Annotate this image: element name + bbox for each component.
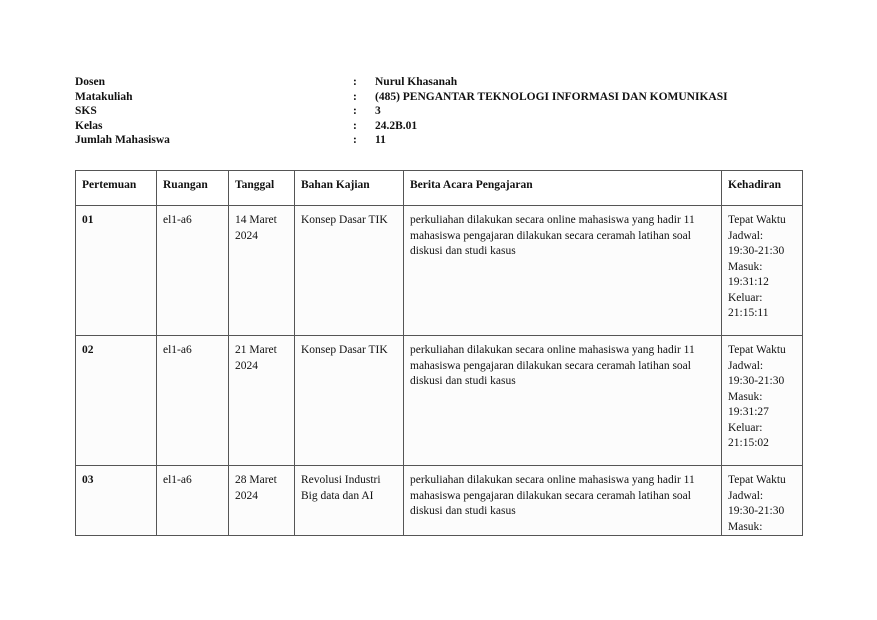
info-row-matakuliah (75, 90, 728, 105)
separator: : (353, 105, 357, 117)
dosen-value: Nurul Khasanah (375, 76, 458, 88)
bahan-kajian-line: Revolusi Industri (301, 474, 381, 486)
kehadiran-line: Masuk: (728, 260, 763, 273)
sks-value: 3 (375, 105, 381, 117)
kehadiran-line: Jadwal: (728, 489, 764, 502)
berita-acara-cell: perkuliahan dilakukan secara online mahasiswa yang hadir 11 mahasiswa pengajaran dilakukan secara ceramah latihan soal diskusi dan studi kasus (404, 466, 722, 536)
header-bahan-kajian: Bahan Kajian (295, 171, 404, 206)
kehadiran-line: Keluar: (728, 421, 763, 434)
bahan-kajian-cell (295, 466, 404, 536)
ruangan-cell: el1-a6 (157, 206, 229, 336)
tanggal-line: 28 Maret (235, 474, 277, 486)
kelas-label: Kelas (75, 119, 103, 132)
kehadiran-line: 21:15:02 (728, 437, 769, 449)
bahan-kajian-line: Big data dan AI (301, 489, 374, 502)
tanggal-line: 21 Maret (235, 344, 277, 356)
pertemuan-cell: 02 (76, 336, 157, 466)
separator: : (353, 90, 357, 103)
tanggal-cell (229, 466, 295, 536)
info-row-sks (75, 104, 728, 119)
dosen-label: Dosen (75, 76, 106, 88)
ruangan-cell: el1-a6 (157, 466, 229, 536)
kehadiran-cell (722, 336, 803, 466)
kehadiran-line: 19:31:27 (728, 406, 769, 418)
kehadiran-line: Masuk: (728, 520, 763, 533)
tanggal-year: 2024 (235, 489, 258, 502)
attendance-table (75, 170, 803, 536)
table-row (76, 206, 803, 336)
separator: : (353, 134, 357, 146)
tanggal-line: 14 Maret (235, 214, 277, 226)
header-berita-acara: Berita Acara Pengajaran (404, 171, 722, 206)
kehadiran-line: 19:31:12 (728, 276, 769, 288)
course-info (75, 75, 728, 148)
kehadiran-line: 21:15:11 (728, 307, 769, 319)
table-row (76, 466, 803, 536)
kehadiran-line: Tepat Waktu (728, 474, 786, 486)
info-row-kelas (75, 119, 728, 134)
pertemuan-cell: 03 (76, 466, 157, 536)
tanggal-year: 2024 (235, 359, 258, 372)
bahan-kajian-cell (295, 336, 404, 466)
kehadiran-cell (722, 206, 803, 336)
header-kehadiran: Kehadiran (722, 171, 803, 206)
header-tanggal: Tanggal (229, 171, 295, 206)
ruangan-cell: el1-a6 (157, 336, 229, 466)
berita-acara-cell: perkuliahan dilakukan secara online mahasiswa yang hadir 11 mahasiswa pengajaran dilakukan secara ceramah latihan soal diskusi dan studi kasus (404, 336, 722, 466)
jumlah-mahasiswa-label: Jumlah Mahasiswa (75, 134, 170, 146)
bahan-kajian-cell (295, 206, 404, 336)
kehadiran-line: 19:30-21:30 (728, 245, 785, 257)
separator: : (353, 76, 357, 88)
info-row-jumlah (75, 133, 728, 148)
tanggal-cell (229, 336, 295, 466)
tanggal-year: 2024 (235, 229, 258, 242)
tanggal-cell (229, 206, 295, 336)
header-row (76, 171, 803, 206)
kelas-value: 24.2B.01 (375, 119, 418, 132)
bahan-kajian-line: Konsep Dasar TIK (301, 214, 388, 226)
bahan-kajian-line: Konsep Dasar TIK (301, 344, 388, 356)
kehadiran-line: Keluar: (728, 291, 763, 304)
kehadiran-line: 19:30-21:30 (728, 505, 785, 517)
matakuliah-label: Matakuliah (75, 90, 133, 103)
kehadiran-line: Masuk: (728, 390, 763, 403)
pertemuan-cell: 01 (76, 206, 157, 336)
header-pertemuan: Pertemuan (76, 171, 157, 206)
separator: : (353, 119, 357, 132)
table-header (76, 171, 803, 206)
table-row (76, 336, 803, 466)
kehadiran-line: Tepat Waktu (728, 214, 786, 226)
sks-label: SKS (75, 105, 97, 117)
matakuliah-value: (485) PENGANTAR TEKNOLOGI INFORMASI DAN KOMUNIKASI (375, 90, 728, 103)
header-ruangan: Ruangan (157, 171, 229, 206)
kehadiran-line: Jadwal: (728, 229, 764, 242)
jumlah-mahasiswa-value: 11 (375, 134, 386, 146)
kehadiran-line: Jadwal: (728, 359, 764, 372)
info-row-dosen (75, 75, 728, 90)
kehadiran-line: 19:30-21:30 (728, 375, 785, 387)
kehadiran-line: Tepat Waktu (728, 344, 786, 356)
berita-acara-cell: perkuliahan dilakukan secara online mahasiswa yang hadir 11 mahasiswa pengajaran dilakukan secara ceramah latihan soal diskusi dan studi kasus (404, 206, 722, 336)
kehadiran-cell (722, 466, 803, 536)
